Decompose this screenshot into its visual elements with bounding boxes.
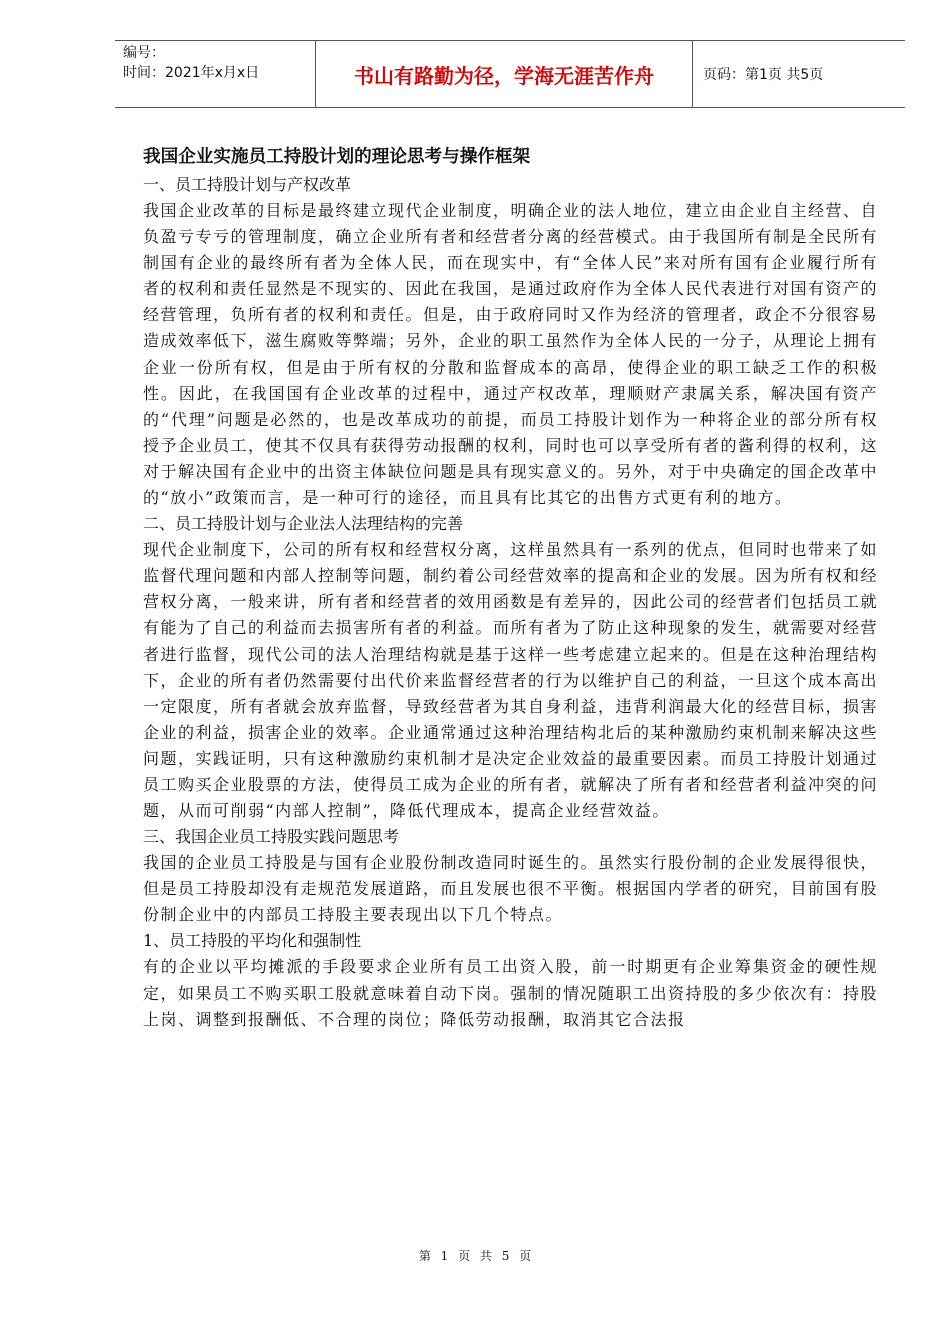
section-4 bbox=[143, 928, 878, 1032]
section-heading: 一、员工持股计划与产权改革 bbox=[143, 175, 352, 194]
document-number-label: 编号： bbox=[123, 45, 165, 61]
document-body bbox=[143, 142, 878, 1033]
header-meta bbox=[115, 41, 315, 107]
header-page-info: 页码：第1页 共5页 bbox=[703, 67, 824, 83]
section-heading: 1、员工持股的平均化和强制性 bbox=[143, 931, 362, 951]
page-header bbox=[115, 40, 905, 108]
section-heading: 三、我国企业员工持股实践问题思考 bbox=[143, 827, 400, 847]
document-time-label: 时间：2021年x月x日 bbox=[123, 65, 260, 81]
header-motto: 书山有路勤为径，学海无涯苦作舟 bbox=[315, 41, 693, 107]
section-1 bbox=[143, 172, 878, 511]
section-2 bbox=[143, 511, 878, 824]
section-paragraph: 我国企业改革的目标是最终建立现代企业制度，明确企业的法人地位，建立由企业自主经营、自负盈亏专亏的管理制度，确立企业所有者和经营者分离的经营模式。由于我国所有制是全民所有制国有企业的最终所有者为全体人民，而在现实中，有“全体人民”来对所有国有企业履行所有者的权利和责任显然是不现实的、因此在我国，是通过政府作为全体人民代表进行对国有资产的经营管理，负所有者的权利和责任。但是，由于政府同时又作为经济的管理者，政企不分很容易造成效率低下，滋生腐败等弊端；另外，企业的职工虽然作为全体人民的一分子，从理论上拥有企业一份所有权，但是由于所有权的分散和监督成本的高昂，使得企业的职工缺乏工作的积极性。因此，在我国国有企业改革的过程中，通过产权改革，理顺财产隶属关系，解决国有资产的“代理”问题是必然的，也是改革成功的前提，而员工持股计划作为一种将企业的部分所有权授予企业员工，使其不仅具有获得劳动报酬的权利，同时也可以享受所有者的酱利得的权利，这对于解决国有企业中的出资主体缺位问题是具有现实意义的。另外，对于中央确定的国企改革中的“放小”政策而言，是一种可行的途径，而且具有比其它的出售方式更有利的地方。 bbox=[143, 201, 879, 508]
section-3 bbox=[143, 824, 878, 928]
section-heading: 二、员工持股计划与企业法人法理结构的完善 bbox=[143, 514, 464, 534]
document-title: 我国企业实施员工持股计划的理论思考与操作框架 bbox=[143, 147, 531, 167]
page-footer: 第 1 页 共 5 页 bbox=[418, 1249, 532, 1263]
section-paragraph: 现代企业制度下，公司的所有权和经营权分离，这样虽然具有一系列的优点，但同时也带来了如监督代理问题和内部人控制等问题，制约着公司经营效率的提高和企业的发展。因为所有权和经营权分离，一般来讲，所有者和经营者的效用函数是有差异的，因此公司的经营者们包括员工就有能为了自己的利益而去损害所有者的利益。而所有者为了防止这种现象的发生，就需要对经营者进行监督，现代公司的法人治理结构就是基于这样一些考虑建立起来的。但是在这种治理结构下，企业的所有者仍然需要付出代价来监督经营者的行为以维护自己的利益，一旦这个成本高出一定限度，所有者就会放弃监督，导致经营者为其自身利益，违背利润最大化的经营目标，损害企业的利益，损害企业的效率。企业通常通过这种治理结构北后的某种激励约束机制来解决这些问题，实践证明，只有这种激励约束机制才是决定企业效益的最重要因素。而员工持股计划通过员工购买企业股票的方法，使得员工成为企业的所有者，就解决了所有者和经营者利益冲突的问题，从而可削弱“内部人控制”，降低代理成本，提高企业经营效益。 bbox=[143, 540, 879, 821]
section-paragraph: 有的企业以平均摊派的手段要求企业所有员工出资入股，前一时期更有企业筹集资金的硬性规定，如果员工不购买职工股就意味着自动下岗。强制的情况随职工出资持股的多少依次有：持股上岗、调整到报酬低、不合理的岗位；降低劳动报酬，取消其它合法报 bbox=[143, 957, 879, 1029]
section-paragraph: 我国的企业员工持股是与国有企业股份制改造同时诞生的。虽然实行股份制的企业发展得很快，但是员工持股却没有走规范发展道路，而且发展也很不平衡。根据国内学者的研究，目前国有股份制企业中的内部员工持股主要表现出以下几个特点。 bbox=[143, 853, 879, 925]
